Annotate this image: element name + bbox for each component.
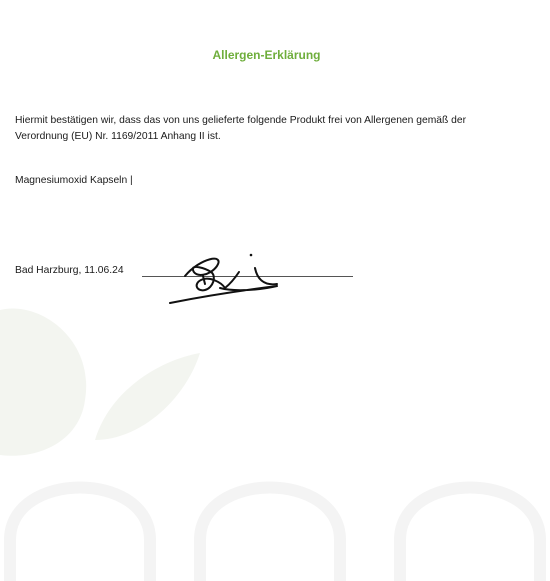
leaf-shape-small xyxy=(95,353,200,440)
arch-shape-right xyxy=(400,488,540,581)
arch-shape-middle xyxy=(200,488,340,581)
statement-line-1: Hiermit bestätigen wir, dass das von uns gelieferte folgende Produkt frei von Allergenen gemäß der xyxy=(15,115,467,126)
document-title: Allergen-Erklärung xyxy=(212,48,321,62)
arch-shape-left xyxy=(10,488,150,581)
statement-text xyxy=(15,113,485,145)
place-and-date: Bad Harzburg, 11.06.24 xyxy=(15,265,124,276)
product-name: Magnesiumoxid Kapseln | xyxy=(15,175,133,186)
handwritten-signature xyxy=(165,248,290,310)
leaf-shape-large xyxy=(0,308,86,455)
statement-line-2: Verordnung (EU) Nr. 1169/2011 Anhang II ist. xyxy=(15,131,221,142)
